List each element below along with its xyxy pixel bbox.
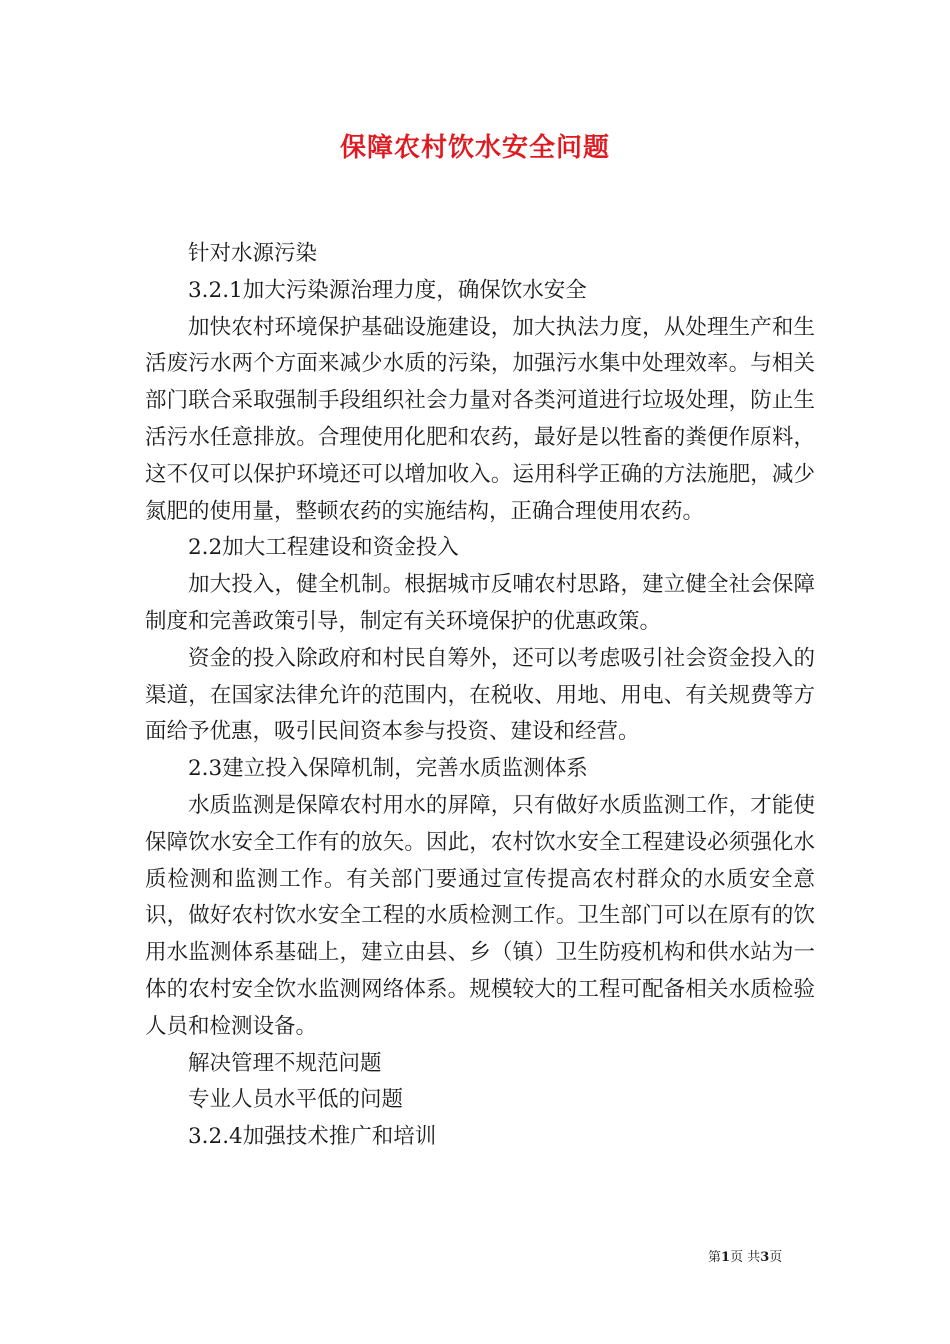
page-number-footer: 第1页 共3页 [708,1250,783,1265]
total-page-count: 3 [760,1250,770,1265]
paragraph: 专业人员水平低的问题 [188,1087,404,1113]
paragraph: 3.2.1加大污染源治理力度，确保饮水安全 [188,277,587,303]
paragraph: 加快农村环境保护基础设施建设，加大执法力度，从处理生产和生活废污水两个方面来减少水质的污染，加强污水集中处理效率。与相关部门联合采取强制手段组织社会力量对各类河道进行垃圾处理，防止生活污水任意排放。合理使用化肥和农药，最好是以牲畜的粪便作原料，这不仅可以保护环境还可以增加收入。运用科学正确的方法施肥，减少氮肥的使用量，整顿农药的实施结构，正确合理使用农药。 [145,314,815,524]
paragraph: 2.3建立投入保障机制，完善水质监测体系 [188,756,588,782]
paragraph: 加大投入，健全机制。根据城市反哺农村思路，建立健全社会保障制度和完善政策引导，制定有关环境保护的优惠政策。 [145,572,815,634]
paragraph: 针对水源污染 [188,241,318,266]
document-body [145,236,815,1156]
paragraph: 3.2.4加强技术推广和培训 [188,1124,437,1150]
current-page-number: 1 [721,1250,731,1265]
paragraph: 水质监测是保障农村用水的屏障，只有做好水质监测工作，才能使保障饮水安全工作有的放矢。因此，农村饮水安全工程建设必须强化水质检测和监测工作。有关部门要通过宣传提高农村群众的水质安全意识，做好农村饮水安全工程的水质检测工作。卫生部门可以在原有的饮用水监测体系基础上，建立由县、乡（镇）卫生防疫机构和供水站为一体的农村安全饮水监测网络体系。规模较大的工程可配备相关水质检验人员和检测设备。 [145,792,815,1039]
paragraph: 解决管理不规范问题 [188,1050,382,1076]
paragraph: 2.2加大工程建设和资金投入 [188,535,459,561]
paragraph: 资金的投入除政府和村民自筹外，还可以考虑吸引社会资金投入的渠道，在国家法律允许的范围内，在税收、用地、用电、有关规费等方面给予优惠，吸引民间资本参与投资、建设和经营。 [145,645,815,745]
document-title: 保障农村饮水安全问题 [339,133,610,163]
